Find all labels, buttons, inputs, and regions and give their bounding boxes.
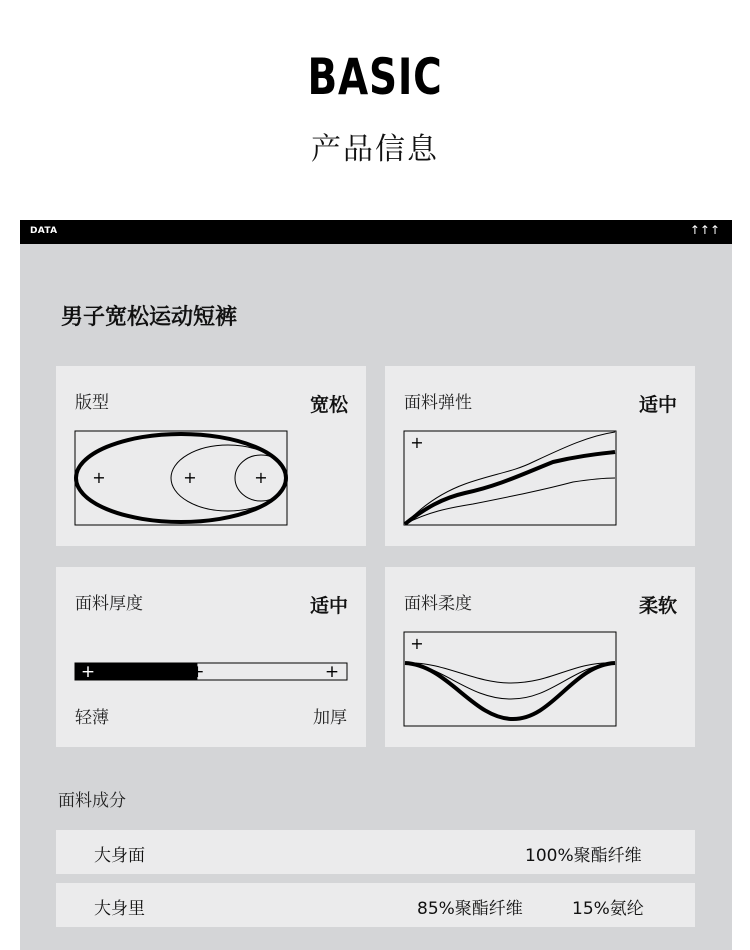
up-arrows-icon: ↑↑↑ xyxy=(689,223,720,237)
composition-row xyxy=(56,830,695,874)
elasticity-diagram xyxy=(403,430,617,528)
elasticity-value: 适中 xyxy=(638,394,677,416)
svg-text:+: + xyxy=(190,662,205,682)
hero-subtitle: 产品信息 xyxy=(311,132,439,167)
data-bar xyxy=(20,220,732,244)
fit-title: 版型 xyxy=(75,393,109,413)
svg-text:+: + xyxy=(254,468,268,487)
composition-row-value: 100%聚酯纤维 xyxy=(525,846,642,866)
elasticity-card xyxy=(385,366,695,546)
fit-value: 宽松 xyxy=(309,394,348,416)
fit-card xyxy=(56,366,366,546)
composition-row-value: 15%氨纶 xyxy=(572,899,644,919)
svg-text:+: + xyxy=(183,468,197,487)
hero-title: BASIC xyxy=(307,48,443,106)
thickness-title: 面料厚度 xyxy=(75,594,143,614)
softness-card xyxy=(385,567,695,747)
product-name: 男子宽松运动短裤 xyxy=(61,305,238,330)
composition-row-value: 85%聚酯纤维 xyxy=(417,899,523,919)
softness-diagram xyxy=(403,631,617,729)
svg-text:+: + xyxy=(92,468,106,487)
info-panel xyxy=(20,220,732,950)
softness-value: 柔软 xyxy=(638,595,677,617)
thickness-bar xyxy=(74,662,348,682)
elasticity-title: 面料弹性 xyxy=(404,393,472,413)
composition-row-name: 大身面 xyxy=(94,846,145,866)
thickness-value: 适中 xyxy=(309,595,348,617)
svg-text:+: + xyxy=(80,662,96,682)
thickness-min-label: 轻薄 xyxy=(75,708,109,728)
thickness-card xyxy=(56,567,366,747)
svg-text:+: + xyxy=(410,433,424,452)
composition-row xyxy=(56,883,695,927)
fit-diagram xyxy=(74,430,288,528)
data-label: DATA xyxy=(30,226,58,236)
composition-label: 面料成分 xyxy=(58,791,126,811)
svg-text:+: + xyxy=(324,662,340,682)
softness-title: 面料柔度 xyxy=(404,594,472,614)
composition-row-name: 大身里 xyxy=(94,899,145,919)
svg-text:+: + xyxy=(410,634,424,653)
thickness-max-label: 加厚 xyxy=(313,708,347,728)
